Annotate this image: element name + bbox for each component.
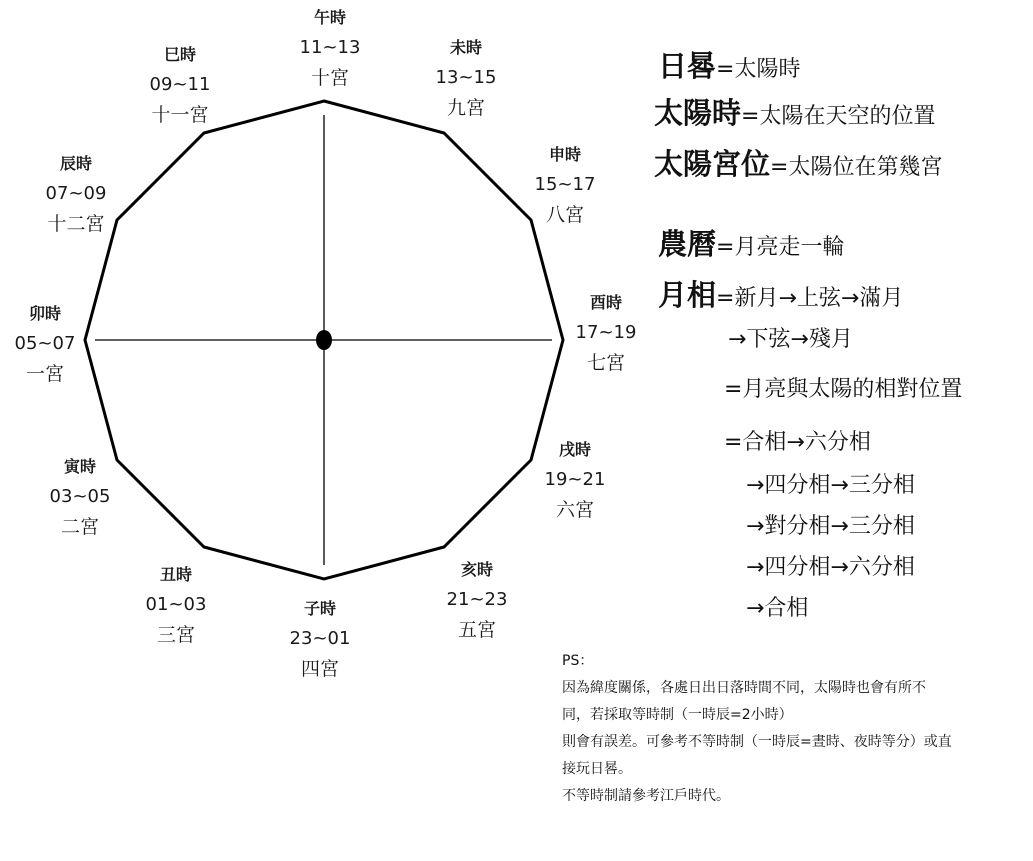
- hour-label-shen: [510, 140, 620, 230]
- hour-label-chen: [21, 149, 131, 239]
- palace-label: 十二宮: [47, 213, 105, 235]
- def-phase-3: =月亮與太陽的相對位置: [724, 377, 963, 402]
- palace-label: 二宮: [60, 516, 99, 538]
- hour-range: 05~07: [14, 333, 76, 354]
- hour-range: 09~11: [149, 74, 211, 95]
- ps-line-4: 接玩日晷。: [562, 761, 632, 777]
- hour-label-yin: [25, 452, 135, 542]
- hour-name: 酉時: [589, 293, 622, 312]
- hour-name: 巳時: [163, 45, 196, 64]
- def-solar-time: [654, 91, 935, 132]
- hour-name: 辰時: [59, 154, 92, 173]
- def-phase-8: →合相: [746, 596, 809, 621]
- hour-range: 03~05: [49, 486, 111, 507]
- hour-name: 亥時: [460, 560, 493, 579]
- ps-title: PS：: [562, 653, 594, 669]
- def-sun-palace: [654, 142, 942, 183]
- term-sun-palace: 太陽宮位: [654, 147, 771, 181]
- ps-line-1: 因為緯度關係，各處日出日落時間不同，太陽時也會有所不: [562, 680, 926, 696]
- palace-label: 九宮: [446, 97, 485, 119]
- hour-range: 23~01: [289, 628, 351, 649]
- def-phase-6: →對分相→三分相: [746, 514, 915, 539]
- ps-line-3: 則會有誤差。可參考不等時制（一時辰=晝時、夜時等分）或直: [562, 734, 952, 750]
- ps-line-2: 同，若採取等時制（一時辰=2小時）: [562, 707, 793, 723]
- def-phase: [658, 273, 903, 314]
- ps-line-5: 不等時制請參考江戶時代。: [562, 788, 730, 804]
- hour-name: 未時: [449, 38, 482, 57]
- center-dot: [316, 330, 332, 350]
- hour-name: 丑時: [159, 565, 192, 584]
- hour-label-si: [125, 40, 235, 130]
- palace-label: 八宮: [545, 204, 584, 226]
- hour-range: 11~13: [299, 37, 361, 58]
- palace-label: 一宮: [25, 363, 64, 385]
- hour-name: 卯時: [28, 304, 61, 323]
- hour-label-xu: [520, 435, 630, 525]
- hour-label-you: [551, 288, 661, 378]
- hour-label-mao: [0, 299, 100, 389]
- hour-range: 17~19: [575, 322, 637, 343]
- term-phase: 月相: [658, 278, 717, 312]
- palace-label: 十宮: [310, 67, 349, 89]
- def-phase-7: →四分相→六分相: [746, 555, 915, 580]
- hour-name: 戌時: [558, 440, 591, 459]
- term-lunar: 農曆: [658, 227, 717, 261]
- hour-range: 01~03: [145, 594, 207, 615]
- def-sundial: [658, 44, 800, 85]
- def-lunar-text: =月亮走一輪: [716, 235, 845, 260]
- def-sun-palace-text: =太陽位在第幾宮: [770, 155, 943, 180]
- palace-label: 五宮: [457, 619, 496, 641]
- term-sundial: 日晷: [658, 49, 717, 83]
- ps-note: [562, 648, 1022, 810]
- palace-label: 七宮: [586, 352, 625, 374]
- def-phase-5: →四分相→三分相: [746, 473, 915, 498]
- hour-range: 07~09: [45, 183, 107, 204]
- palace-label: 十一宮: [151, 104, 209, 126]
- hour-range: 13~15: [435, 67, 497, 88]
- hour-name: 申時: [548, 145, 581, 164]
- hour-range: 19~21: [544, 469, 606, 490]
- hour-range: 15~17: [534, 174, 596, 195]
- def-phase-text-1: =新月→上弦→滿月: [716, 286, 904, 311]
- def-lunar: [658, 222, 844, 263]
- hour-name: 午時: [313, 8, 346, 27]
- hour-label-hai: [422, 555, 532, 645]
- palace-label: 三宮: [156, 624, 195, 646]
- hour-label-chou: [121, 560, 231, 650]
- def-solar-time-text: =太陽在天空的位置: [741, 104, 936, 129]
- hour-label-wu: [275, 3, 385, 93]
- palace-label: 四宮: [300, 658, 339, 680]
- palace-label: 六宮: [555, 499, 594, 521]
- term-solar-time: 太陽時: [654, 96, 742, 130]
- def-sundial-text: =太陽時: [716, 57, 801, 82]
- hour-name: 寅時: [63, 457, 96, 476]
- hour-name: 子時: [303, 599, 336, 618]
- def-phase-4: =合相→六分相: [724, 430, 871, 455]
- hour-range: 21~23: [446, 589, 508, 610]
- def-phase-2: →下弦→殘月: [728, 327, 853, 352]
- hour-label-wei: [411, 33, 521, 123]
- hour-label-zi: [265, 594, 375, 684]
